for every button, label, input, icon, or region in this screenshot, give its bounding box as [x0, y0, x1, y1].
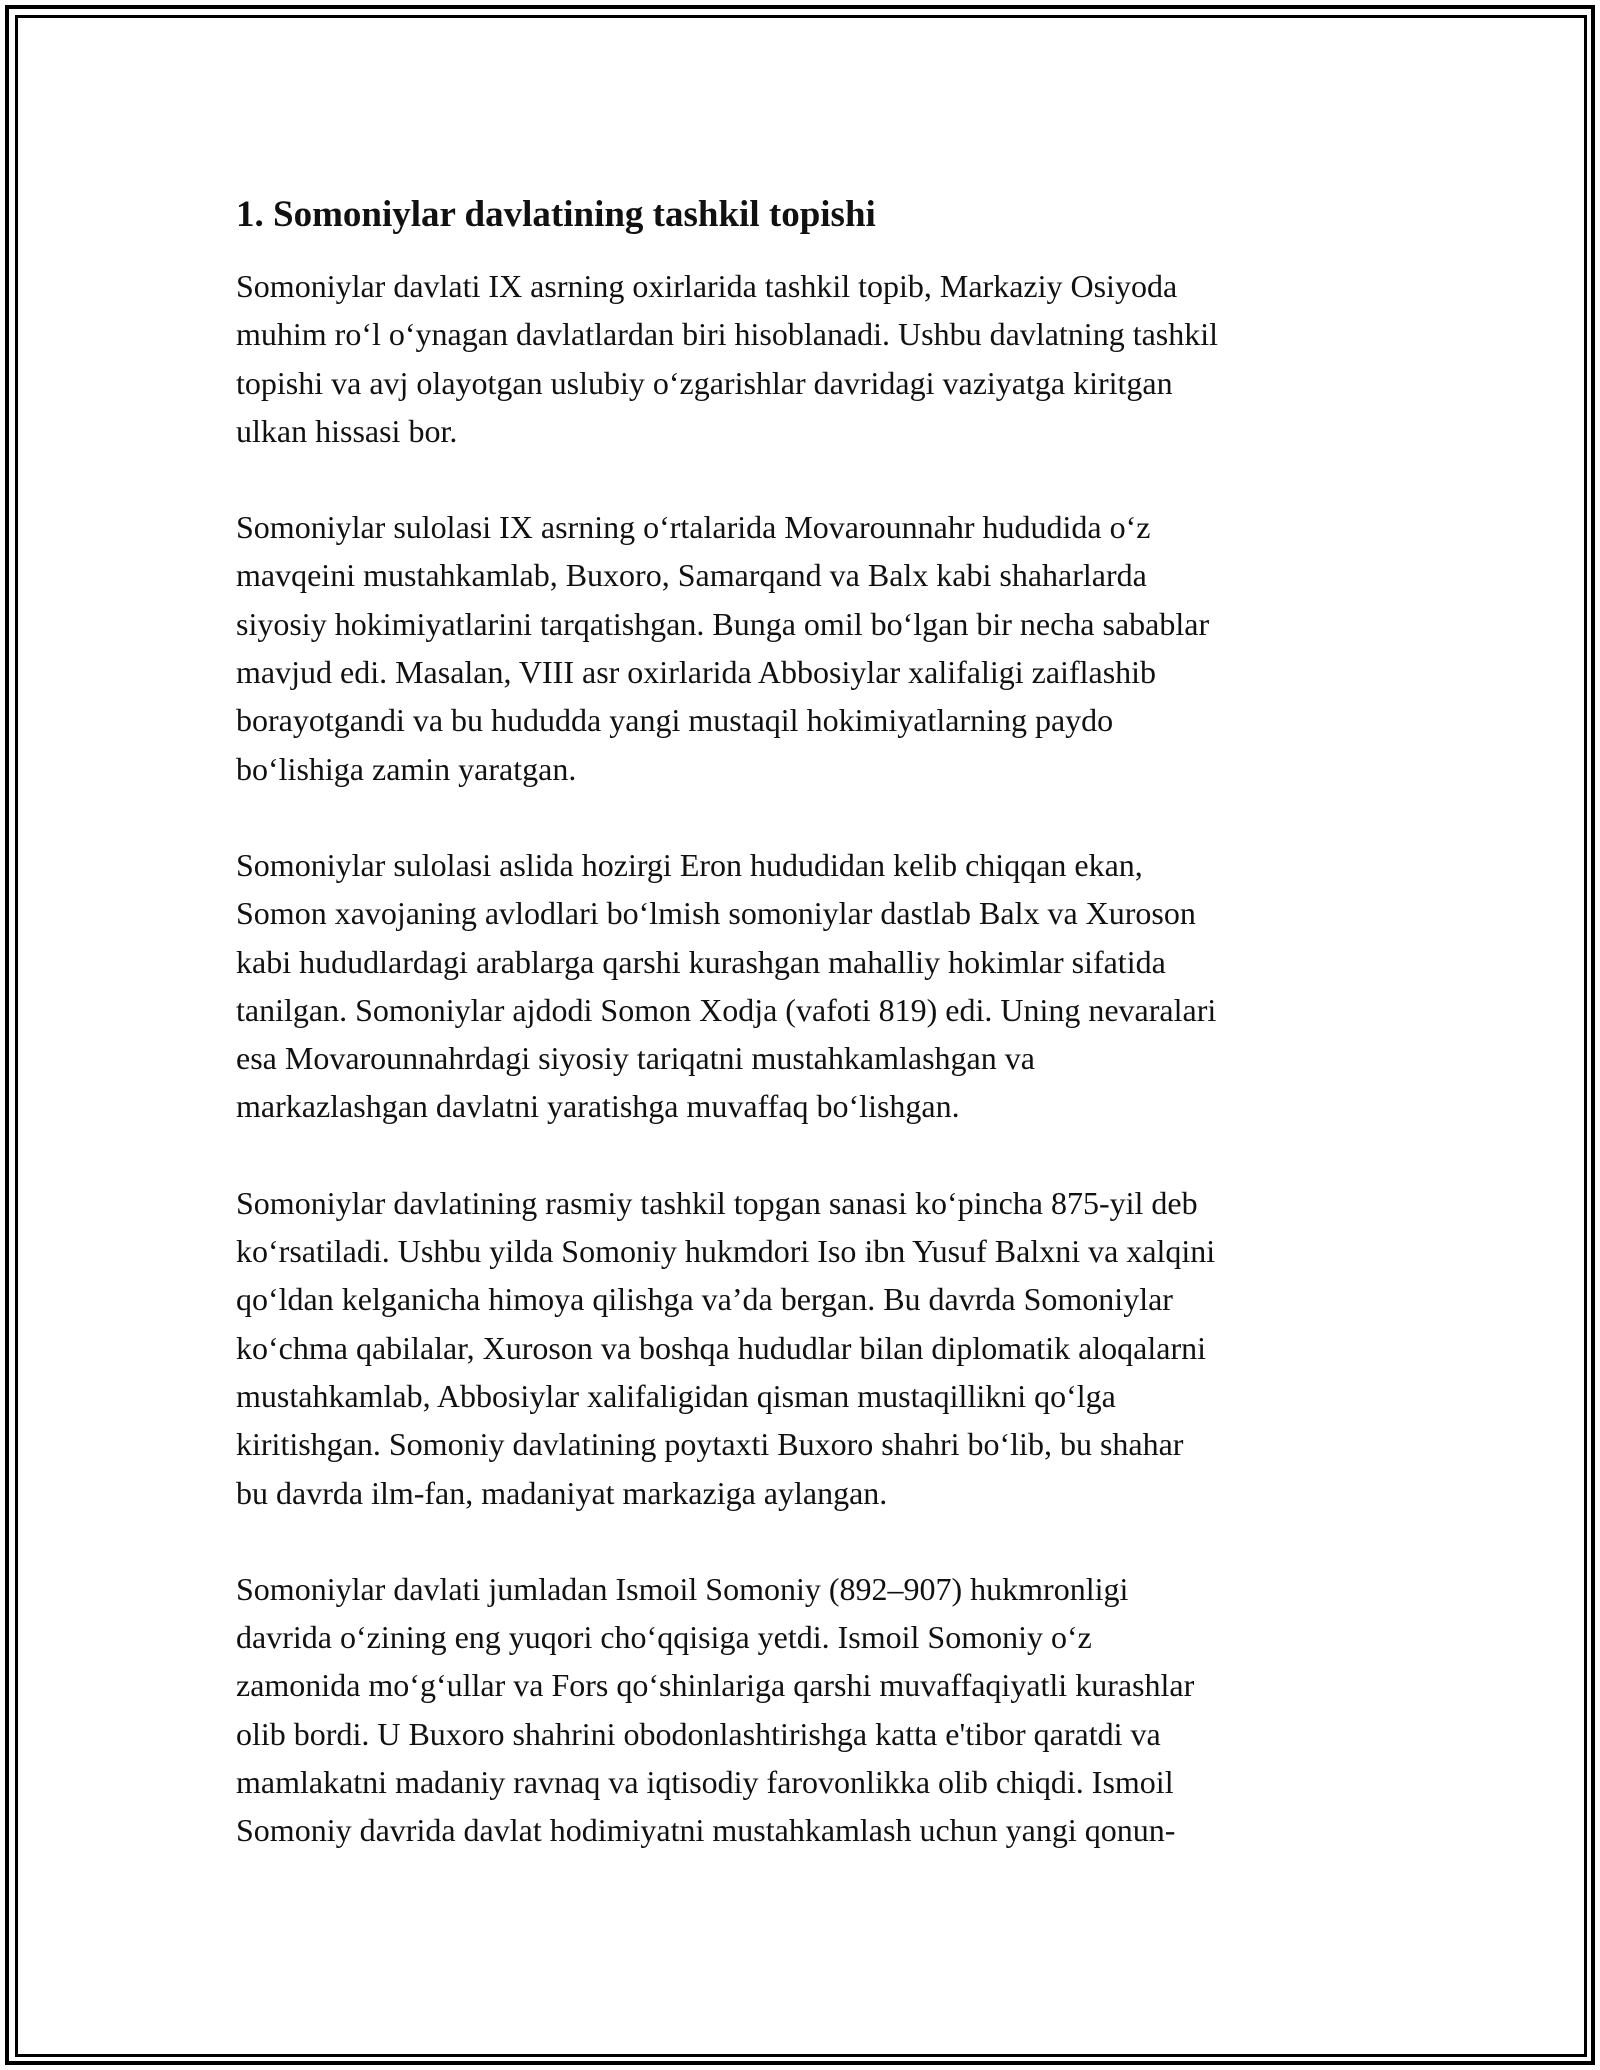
paragraph-3: Somoniylar sulolasi aslida hozirgi Eron hududidan kelib chiqqan ekan, Somon xavojaning avlodlari boʻlmish somoniylar dastlab Balx va Xuroson kabi hududlardagi arablarga qarshi kurashgan mahalliy hokimlar sifatida tanilgan. Somoniylar ajdodi Somon Xodja (vafoti 819) edi. Uning nevaralari esa Movarounnahrdagi siyosiy tariqatni mustahkamlashgan va markazlashgan davlatni yaratishga muvaffaq boʻlishgan. [236, 846, 1217, 1125]
paragraph-1: Somoniylar davlati IX asrning oxirlarida tashkil topib, Markaziy Osiyoda muhim roʻl oʻynagan davlatlardan biri hisoblanadi. Ushbu davlatning tashkil topishi va avj olayotgan uslubiy oʻzgarishlar davridagi vaziyatga kiritgan ulkan hissasi bor. [236, 268, 1219, 449]
paragraph-2: Somoniylar sulolasi IX asrning oʻrtalarida Movarounnahr hududida oʻz mavqeini mustahkamlab, Buxoro, Samarqand va Balx kabi shaharlarda siyosiy hokimiyatlarini tarqatishgan. Bunga omil boʻlgan bir necha sabablar mavjud edi. Masalan, VIII asr oxirlarida Abbosiylar xalifaligi zaiflashib borayotgandi va bu hududda yangi mustaqil hokimiyatlarning paydo boʻlishiga zamin yaratgan. [236, 509, 1210, 787]
document-body [236, 186, 1366, 1903]
paragraph-5: Somoniylar davlati jumladan Ismoil Somoniy (892–907) hukmronligi davrida oʻzining eng yuqori choʻqqisiga yetdi. Ismoil Somoniy oʻz zamonida moʻgʻullar va Fors qoʻshinlariga qarshi muvaffaqiyatli kurashlar olib bordi. U Buxoro shahrini obodonlashtirishga katta e'tibor qaratdi va mamlakatni madaniy ravnaq va iqtisodiy farovonlikka olib chiqdi. Ismoil Somoniy davrida davlat hodimiyatni mustahkamlash uchun yangi qonun- [236, 1570, 1195, 1849]
section-heading: 1. Somoniylar davlatining tashkil topishi [236, 194, 876, 235]
paragraph-4: Somoniylar davlatining rasmiy tashkil topgan sanasi koʻpincha 875-yil deb koʻrsatiladi. Ushbu yilda Somoniy hukmdori Iso ibn Yusuf Balxni va xalqini qoʻldan kelganicha himoya qilishga va’da bergan. Bu davrda Somoniylar koʻchma qabilalar, Xuroson va boshqa hududlar bilan diplomatik aloqalarni mustahkamlab, Abbosiylar xalifaligidan qisman mustaqillikni qoʻlga kiritishgan. Somoniy davlatining poytaxti Buxoro shahri boʻlib, bu shahar bu davrda ilm-fan, madaniyat markaziga aylangan. [236, 1184, 1216, 1511]
